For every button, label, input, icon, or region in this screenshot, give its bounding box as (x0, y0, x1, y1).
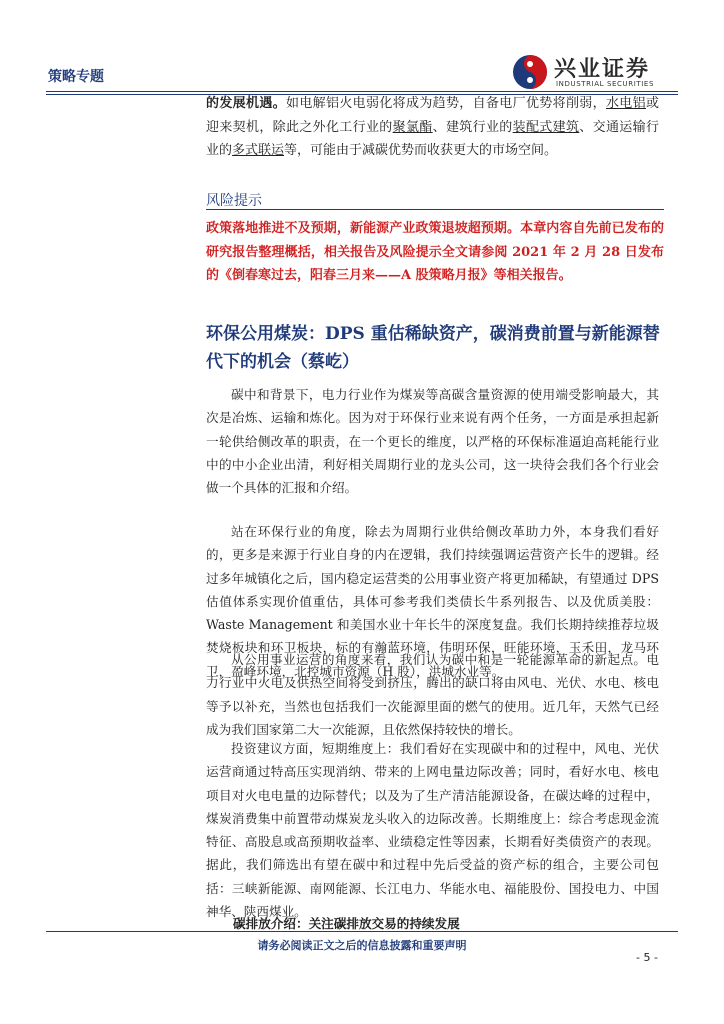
risk-text: 政策落地推进不及预期，新能源产业政策退坡超预期。本章内容自先前已发布的研究报告整理概括，相关报告及风险提示全文请参阅 2021 年 2 月 28 日发布的《倒春寒过去，阳春三月来——A 股策略月报》等相关报告。 (206, 221, 664, 283)
body-paragraph-4: 投资建议方面，短期维度上：我们看好在实现碳中和的过程中，风电、光伏运营商通过特高压实现消纳、带来的上网电量边际改善；同时，看好水电、核电项目对火电电量的边际替代；以及为了生产清洁能源设备，在碳达峰的过程中，煤炭消费集中前置带动煤炭龙头收入的边际改善。长期维度上：综合考虑现金流特征、高股息或高预期收益率、业绩稳定性等因素，长期看好类债资产的表现。据此，我们筛选出有望在碳中和过程中先后受益的资产标的组合，主要公司包括：三峡新能源、南网能源、长江电力、华能水电、福能股份、国投电力、中国神华、陕西煤业。 (206, 741, 659, 920)
page-number: - 5 - (636, 951, 658, 964)
intro-lead: 的发展机遇。 (206, 96, 286, 111)
body-paragraph-1: 碳中和背景下，电力行业作为煤炭等高碳含量资源的使用端受影响最大，其次是冶炼、运输和炼化。因为对于环保行业来说有两个任务，一方面是承担起新一轮供给侧改革的职责，在一个更长的维度，以严格的环保标准逼迫高耗能行业中的中小企业出清，利好相关周期行业的龙头公司，这一块待会我们各个行业会做一个具体的汇报和介绍。 (206, 387, 659, 496)
report-category: 策略专题 (48, 69, 104, 85)
risk-divider (206, 209, 664, 210)
keyword-prefab-building: 装配式建筑 (512, 119, 580, 135)
intro-text: 如电解铝火电弱化将成为趋势，自备电厂优势将削弱， (286, 96, 606, 111)
intro-text: 或迎来契机，除此之外化工行业的 (206, 96, 659, 135)
company-logo (512, 50, 672, 94)
intro-text: 、建筑行业的 (432, 119, 513, 135)
body-paragraph-3: 从公用事业运营的角度来看，我们认为碳中和是一轮能源革命的新起点。电力行业中火电及供热空间将受到挤压，腾出的缺口将由风电、光伏、水电、核电等予以补充，当然也包括我们一次能源里面的燃气的使用。近几年，天然气已经成为我们国家第二大一次能源，且依然保持较快的增长。 (206, 652, 659, 737)
intro-paragraph (206, 92, 659, 163)
section-title: 环保公用煤炭：DPS 重估稀缺资产，碳消费前置与新能源替代下的机会（蔡屹） (206, 324, 660, 372)
logo-mark-icon (512, 54, 548, 90)
footer-divider (46, 931, 678, 932)
intro-text: 等，可能由于减碳优势而收获更大的市场空间。 (284, 143, 558, 158)
keyword-multimodal-transport: 多式联运 (232, 143, 285, 158)
logo-chinese-name: 兴业证券 (554, 57, 651, 82)
logo-english-name: INDUSTRIAL SECURITIES (556, 80, 654, 88)
intro-text: 、交通运输行业的 (206, 119, 659, 158)
subsection-heading: 碳排放介绍：关注碳排放交易的持续发展 (233, 916, 460, 931)
keyword-hydro-aluminum: 水电铝 (605, 96, 646, 111)
body-paragraph-2: 站在环保行业的角度，除去为周期行业供给侧改革助力外，本身我们看好的，更多是来源于行业自身的内在逻辑，我们持续强调运营资产长牛的逻辑。经过多年城镇化之后，国内稳定运营类的公用事业资产将更加稀缺，有望通过 DPS 估值体系实现价值重估，具体可参考我们类债长牛系列报告、以及优质美股：Waste Management 和美国水业十年长牛的深度复盘。我们长期持续推荐垃圾焚烧板块和环卫板块，标的有瀚蓝环境，伟明环保，旺能环境，玉禾田，龙马环卫，盈峰环境，北控城市资源（H 股），洪城水业等。 (206, 524, 659, 679)
footer-disclaimer: 请务必阅读正文之后的信息披露和重要声明 (257, 939, 467, 952)
keyword-polyurethane: 聚氯酯 (392, 119, 433, 135)
risk-heading: 风险提示 (206, 193, 262, 209)
